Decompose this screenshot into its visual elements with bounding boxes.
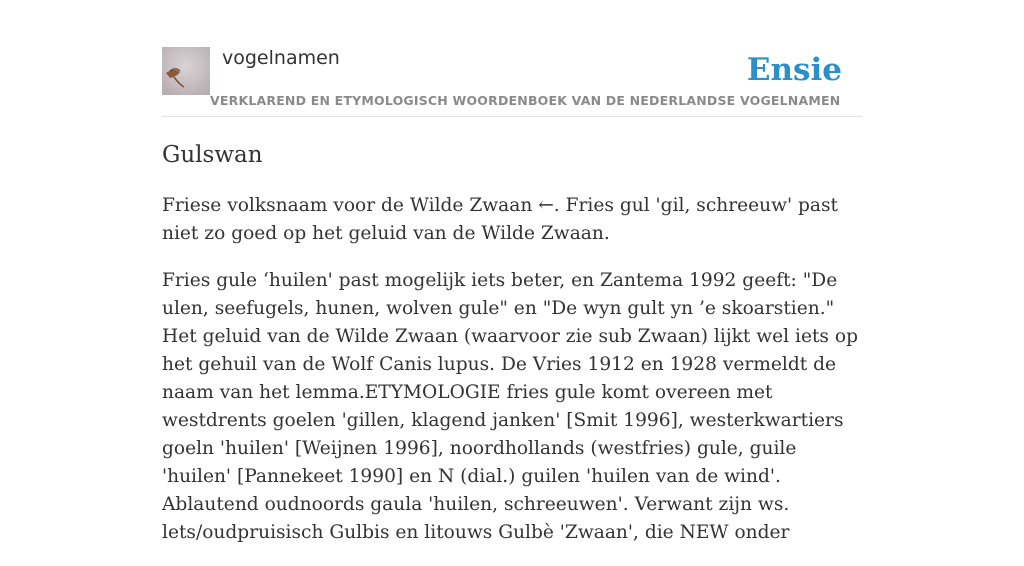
article-paragraph: Fries gule ‘huilen' past mogelijk iets beter, en Zantema 1992 geeft: "De ulen, seefugels, hunen, wolven gule" en "De wyn gult yn ’e skoarstien." Het geluid van de Wilde Zwaan (waarvoor zie sub Zwaan) lijkt wel iets op het gehuil van de Wolf Canis lupus. De Vries 1912 en 1928 vermeldt de naam van het lemma.ETYMOLOGIE fries gule komt overeen met westdrents goelen 'gillen, klagend janken' [Smit 1996], westerkwartiers goeln 'huilen' [Weijnen 1996], noordhollands (westfries) gule, guile 'huilen' [Pannekeet 1990] en N (dial.) guilen 'huilen van de wind'. Ablautend oudnoords gaula 'huilen, schreeuwen'. Verwant zijn ws. lets/oudpruisisch Gulbis en litouws Gulbè 'Zwaan', die NEW onder: [162, 270, 858, 543]
page-title: Gulswan: [162, 142, 263, 168]
avatar[interactable]: [162, 47, 210, 95]
bird-photo-icon: [162, 47, 210, 95]
site-name[interactable]: vogelnamen: [222, 47, 340, 69]
article-body: [162, 192, 862, 566]
site-tagline: VERKLAREND EN ETYMOLOGISCH WOORDENBOEK VAN DE NEDERLANDSE VOGELNAMEN: [210, 93, 841, 108]
brand-logo[interactable]: Ensie: [746, 52, 842, 88]
article-paragraph: Friese volksnaam voor de Wilde Zwaan ←. Fries gul 'gil, schreeuw' past niet zo goed op het geluid van de Wilde Zwaan.: [162, 195, 839, 244]
site-header: [162, 46, 862, 117]
